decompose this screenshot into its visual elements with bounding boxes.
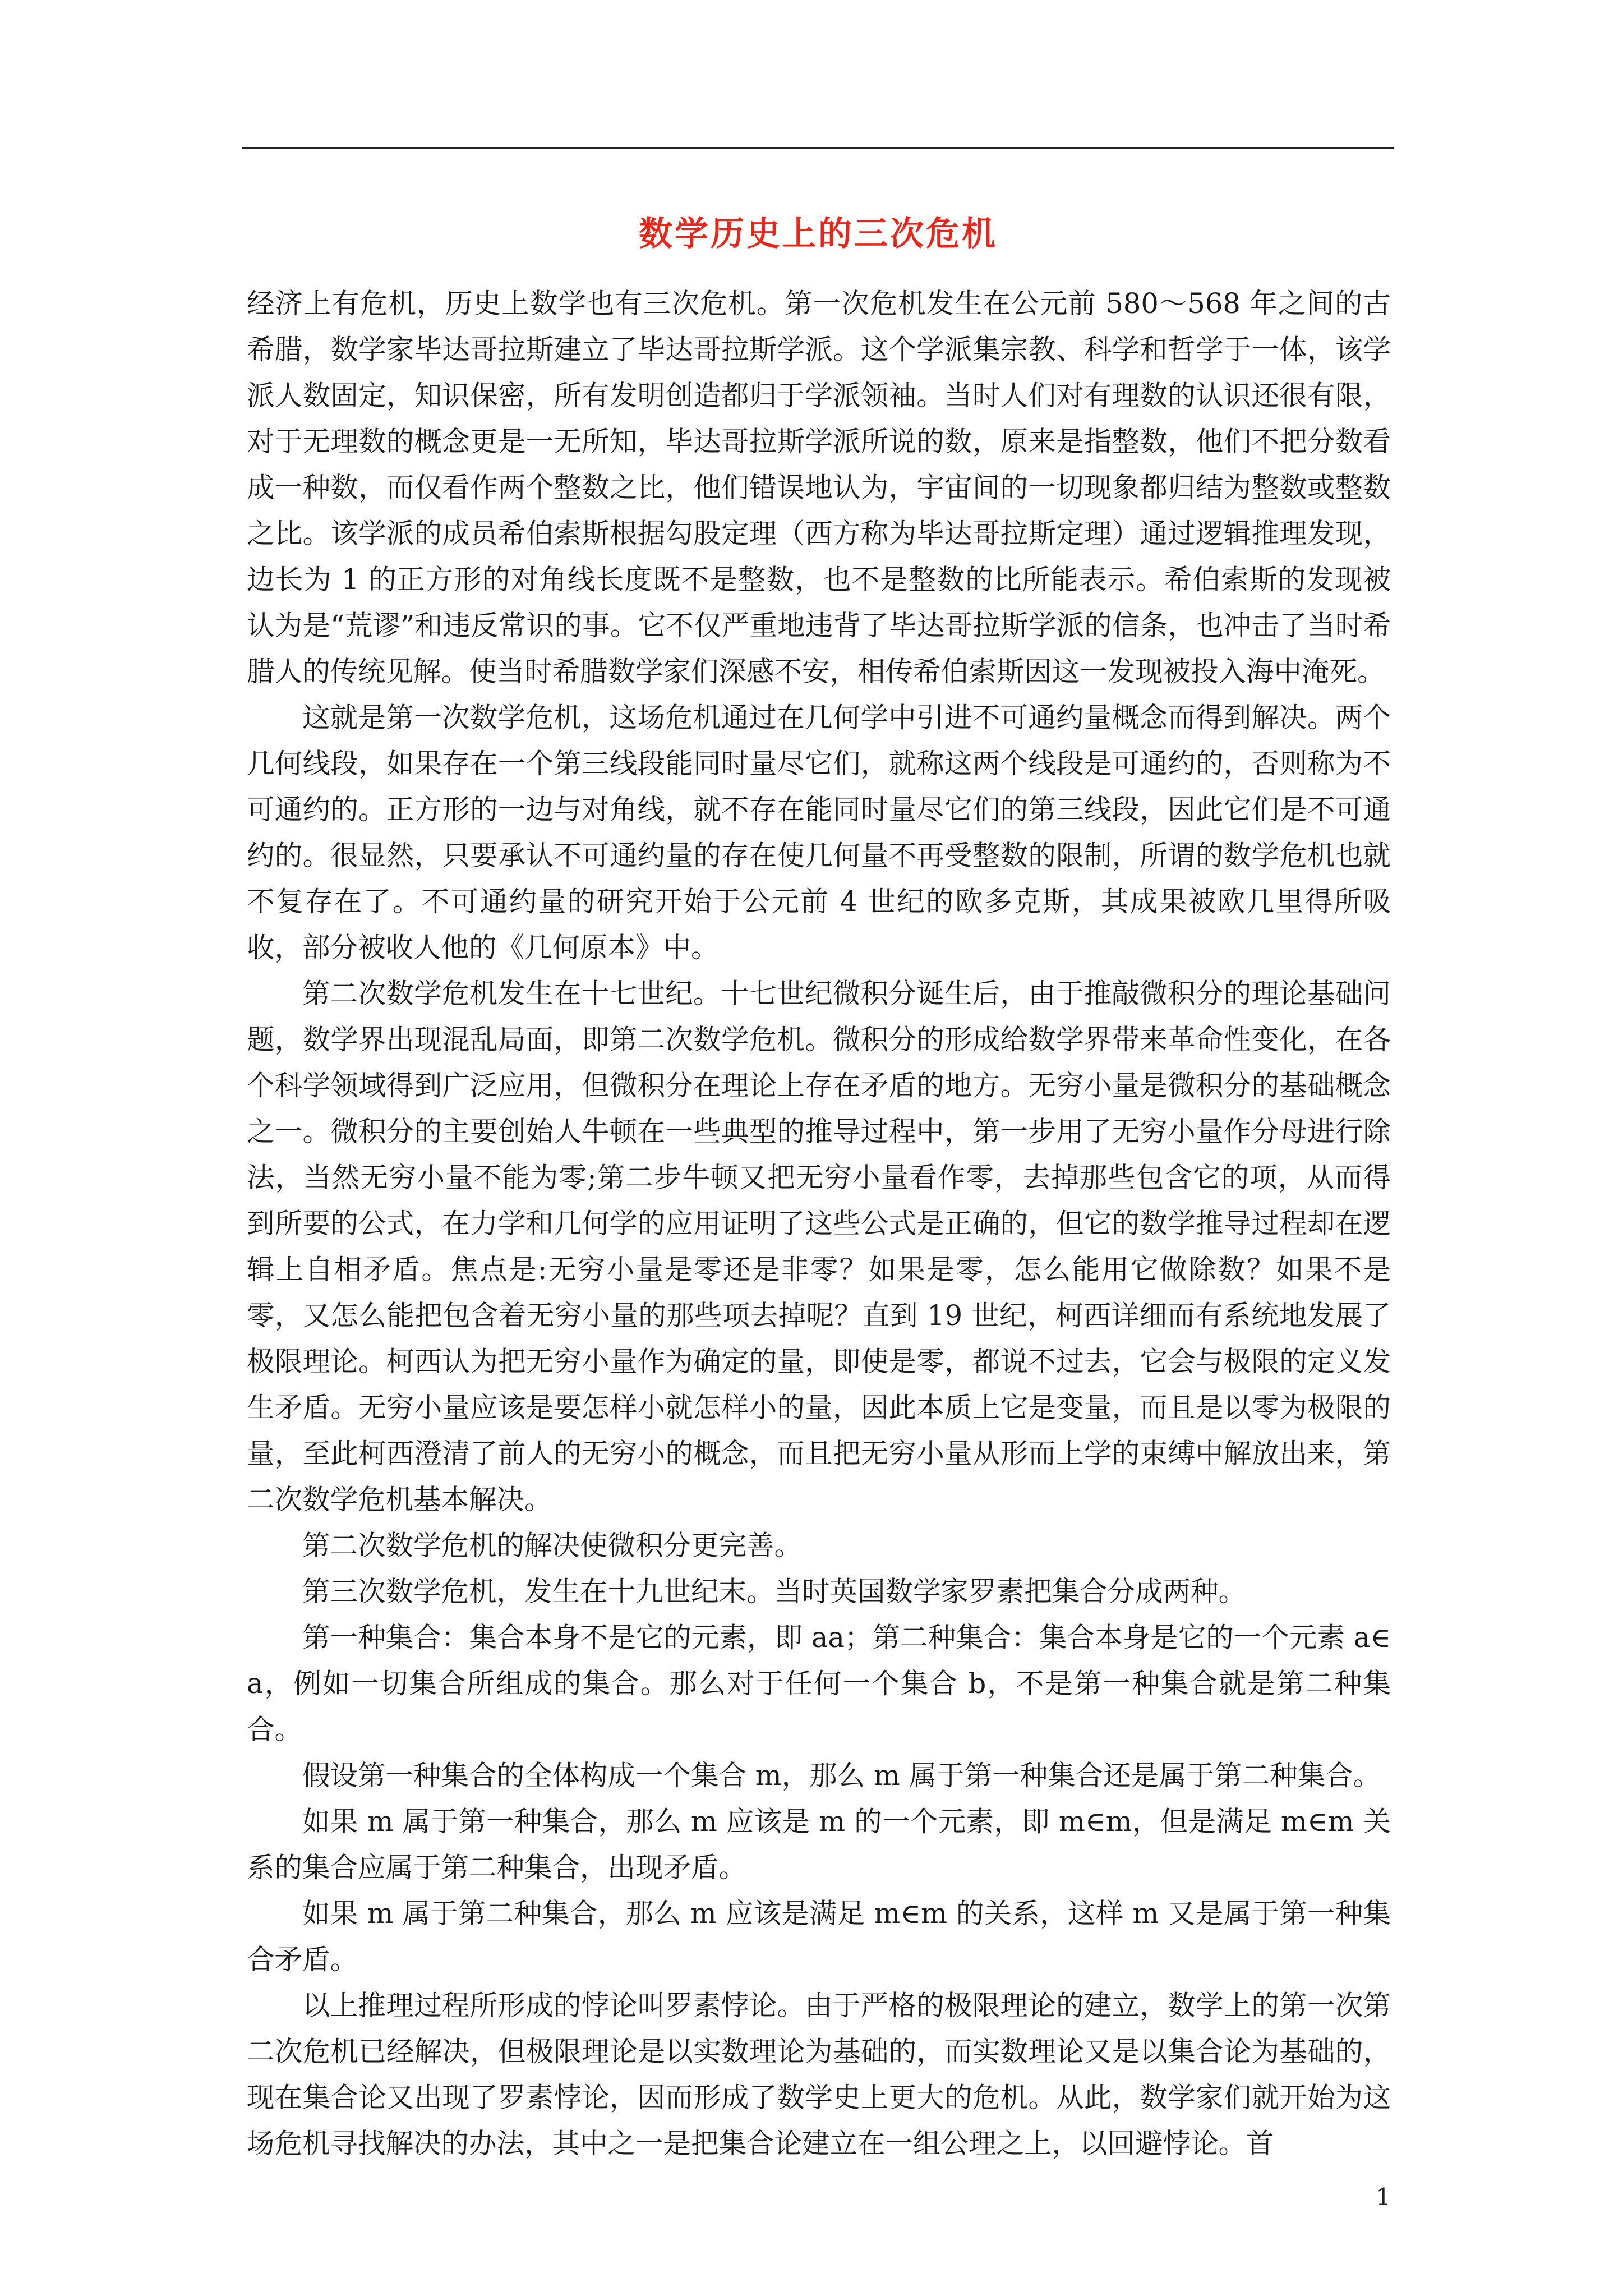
paragraph-2: 这就是第一次数学危机，这场危机通过在几何学中引进不可通约量概念而得到解决。两个几何线段，如果存在一个第三线段能同时量尽它们，就称这两个线段是可通约的，否则称为不可通约的。正方形的一边与对角线，就不存在能同时量尽它们的第三线段，因此它们是不可通约的。很显然，只要承认不可通约量的存在使几何量不再受整数的限制，所谓的数学危机也就不复存在了。不可通约量的研究开始于公元前 4 世纪的欧多克斯，其成果被欧几里得所吸收，部分被收人他的《几何原本》中。	[247, 701, 1391, 964]
paragraph-7: 假设第一种集合的全体构成一个集合 m，那么 m 属于第一种集合还是属于第二种集合。	[302, 1759, 1381, 1792]
paragraph-4: 第二次数学危机的解决使微积分更完善。	[302, 1529, 802, 1562]
paragraph-1: 经济上有危机，历史上数学也有三次危机。第一次危机发生在公元前 580～568 年之间的古希腊，数学家毕达哥拉斯建立了毕达哥拉斯学派。这个学派集宗教、科学和哲学于一体，该学派人数固定，知识保密，所有发明创造都归于学派领袖。当时人们对有理数的认识还很有限，对于无理数的概念更是一无所知，毕达哥拉斯学派所说的数，原来是指整数，他们不把分数看成一种数，而仅看作两个整数之比，他们错误地认为，宇宙间的一切现象都归结为整数或整数之比。该学派的成员希伯索斯根据勾股定理（西方称为毕达哥拉斯定理）通过逻辑推理发现，边长为 1 的正方形的对角线长度既不是整数，也不是整数的比所能表示。希伯索斯的发现被认为是“荒谬”和违反常识的事。它不仅严重地违背了毕达哥拉斯学派的信条，也冲击了当时希腊人的传统见解。使当时希腊数学家们深感不安，相传希伯索斯因这一发现被投入海中淹死。	[247, 287, 1391, 688]
document-body	[247, 280, 1391, 2166]
paragraph-9: 如果 m 属于第二种集合，那么 m 应该是满足 m∈m 的关系，这样 m 又是属于第一种集合矛盾。	[247, 1897, 1391, 1976]
paragraph-3: 第二次数学危机发生在十七世纪。十七世纪微积分诞生后，由于推敲微积分的理论基础问题，数学界出现混乱局面，即第二次数学危机。微积分的形成给数学界带来革命性变化，在各个科学领域得到广泛应用，但微积分在理论上存在矛盾的地方。无穷小量是微积分的基础概念之一。微积分的主要创始人牛顿在一些典型的推导过程中，第一步用了无穷小量作分母进行除法，当然无穷小量不能为零;第二步牛顿又把无穷小量看作零，去掉那些包含它的项，从而得到所要的公式，在力学和几何学的应用证明了这些公式是正确的，但它的数学推导过程却在逻辑上自相矛盾。焦点是:无穷小量是零还是非零？如果是零，怎么能用它做除数？如果不是零，又怎么能把包含着无穷小量的那些项去掉呢？直到 19 世纪，柯西详细而有系统地发展了极限理论。柯西认为把无穷小量作为确定的量，即使是零，都说不过去，它会与极限的定义发生矛盾。无穷小量应该是要怎样小就怎样小的量，因此本质上它是变量，而且是以零为极限的量，至此柯西澄清了前人的无穷小的概念，而且把无穷小量从形而上学的束缚中解放出来，第二次数学危机基本解决。	[247, 977, 1391, 1516]
paragraph-6: 第一种集合：集合本身不是它的元素，即 aa；第二种集合：集合本身是它的一个元素 a∈a，例如一切集合所组成的集合。那么对于任何一个集合 b，不是第一种集合就是第二种集合。	[247, 1621, 1391, 1746]
paragraph-5: 第三次数学危机，发生在十九世纪末。当时英国数学家罗素把集合分成两种。	[302, 1575, 1246, 1608]
page-number: 1	[1376, 2183, 1391, 2211]
header-rule	[242, 147, 1394, 149]
paragraph-8: 如果 m 属于第一种集合，那么 m 应该是 m 的一个元素，即 m∈m，但是满足 m∈m 关系的集合应属于第二种集合，出现矛盾。	[247, 1805, 1391, 1884]
document-title: 数学历史上的三次危机	[639, 214, 998, 254]
paragraph-10: 以上推理过程所形成的悖论叫罗素悖论。由于严格的极限理论的建立，数学上的第一次第二次危机已经解决，但极限理论是以实数理论为基础的，而实数理论又是以集合论为基础的，现在集合论又出现了罗素悖论，因而形成了数学史上更大的危机。从此，数学家们就开始为这场危机寻找解决的办法，其中之一是把集合论建立在一组公理之上，以回避悖论。首	[247, 1989, 1391, 2160]
